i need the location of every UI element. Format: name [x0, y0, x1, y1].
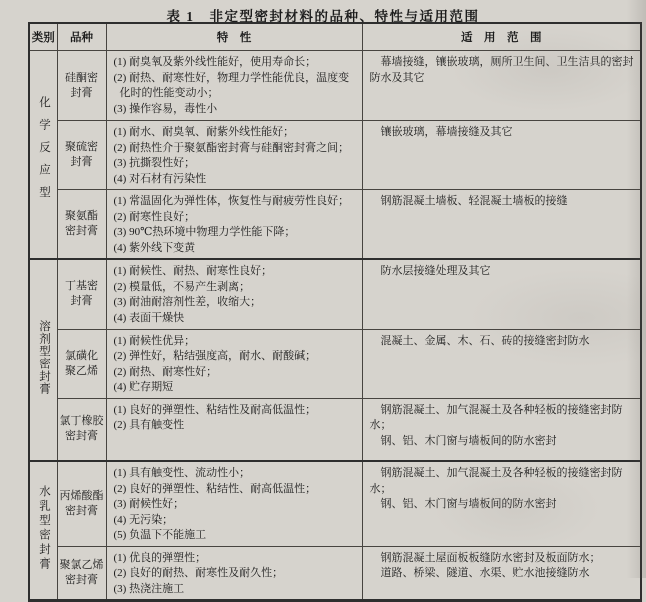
feature-item: (4) 表面干燥快: [113, 311, 185, 324]
feature-item: (2) 耐寒性良好；: [113, 210, 196, 223]
feature-item: (4) 对石材有污染性: [113, 172, 207, 185]
category-cell-solvent-type: [29, 259, 57, 461]
table-row: [29, 259, 641, 329]
feature-item: (4) 无污染；: [113, 513, 174, 526]
features-cell: [106, 398, 362, 461]
category-label: 溶剂型密封膏: [38, 320, 50, 395]
header-row: [29, 23, 641, 51]
scope-line: 钢、铝、木门窗与墙板间的防水密封: [380, 498, 557, 510]
variety-line: 聚氯乙烯: [59, 558, 104, 571]
scope-cell: [362, 329, 641, 398]
variety-cell: [57, 398, 106, 461]
variety-line: 封膏: [70, 156, 93, 168]
header-variety: 品种: [57, 23, 106, 51]
variety-cell: [57, 190, 106, 260]
feature-item: (4) 贮存期短: [113, 381, 174, 393]
scope-cell: [362, 461, 641, 546]
header-category: 类别: [29, 23, 57, 51]
variety-line: 氯磺化: [65, 349, 98, 362]
scope-line: 钢筋混凝土、加气混凝土及各种轻板的接缝密封防水；: [369, 403, 623, 431]
scope-line: 混凝土、金属、木、石、砖的接缝密封防水: [380, 334, 590, 347]
variety-cell: [57, 259, 106, 329]
table-row: [29, 190, 641, 260]
feature-item: (3) 90℃热环境中物理力学性能下降；: [113, 226, 296, 238]
variety-line: 丁基密: [65, 280, 98, 293]
feature-item: (2) 耐热、耐寒性好，物理力学性能优良，温度变化时的性能变动小；: [113, 71, 350, 99]
feature-item: (2) 具有触变性: [113, 419, 185, 431]
variety-line: 封膏: [70, 295, 93, 308]
table-row: [29, 461, 641, 546]
variety-line: 聚硫密: [65, 141, 98, 153]
feature-item: (2) 耐热、耐寒性好；: [113, 365, 218, 378]
scope-line: 钢筋混凝土、加气混凝土及各种轻板的接缝密封防水；: [369, 467, 623, 495]
feature-item: (3) 耐油耐溶剂性差，收缩大；: [113, 296, 262, 308]
table-title: 表 1 非定型密封材料的品种、特性与适用范围: [166, 9, 480, 24]
table-row: [29, 121, 641, 190]
variety-cell: [57, 51, 106, 121]
scope-line: 钢筋混凝土墙板、轻混凝土墙板的接缝: [380, 195, 568, 207]
features-cell: [106, 190, 362, 260]
feature-item: (2) 良好的弹塑性、粘结性、耐高低温性；: [113, 482, 317, 495]
feature-item: (3) 抗撕裂性好；: [113, 157, 196, 169]
scope-cell: [362, 546, 641, 601]
variety-line: 密封膏: [65, 504, 98, 517]
variety-line: 密封膏: [65, 573, 98, 586]
feature-item: (2) 弹性好，粘结强度高，耐水、耐酸碱；: [113, 350, 317, 362]
table-row: [29, 398, 641, 461]
header-scope: 适 用 范 围: [362, 23, 641, 51]
table-row: [29, 546, 641, 601]
scope-cell: [362, 398, 641, 461]
feature-item: (3) 热浇注施工: [113, 582, 185, 595]
sealant-materials-table: [28, 22, 642, 602]
variety-cell: [57, 546, 106, 601]
scope-line: 镶嵌玻璃，幕墙接缝及其它: [380, 126, 513, 138]
feature-item: (1) 具有触变性、流动性小；: [113, 467, 251, 479]
features-cell: [106, 461, 362, 546]
scope-line: 幕墙接缝，镶嵌玻璃，厕所卫生间、卫生洁具的密封防水及其它: [369, 56, 634, 84]
table-row: [29, 51, 641, 121]
feature-item: (1) 常温固化为弹性体，恢复性与耐疲劳性良好；: [113, 195, 350, 207]
variety-line: 丙烯酸酯: [59, 489, 104, 502]
category-label: 水乳型密封膏: [38, 484, 50, 572]
features-cell: [106, 546, 362, 601]
feature-item: (1) 耐候性、耐热、耐寒性良好；: [113, 265, 273, 277]
variety-cell: [57, 329, 106, 398]
feature-item: (3) 耐候性好；: [113, 498, 185, 510]
feature-item: (1) 耐候性优异；: [113, 334, 196, 347]
category-cell-chemical-reaction: [29, 51, 57, 260]
feature-item: (4) 紫外线下变黄: [113, 241, 196, 254]
feature-item: (1) 耐臭氧及紫外线性能好，使用寿命长；: [113, 56, 317, 68]
scope-cell: [362, 51, 641, 121]
feature-item: (2) 良好的耐热、耐寒性及耐久性；: [113, 567, 284, 579]
variety-line: 聚乙烯: [65, 364, 98, 377]
table-row: [29, 329, 641, 398]
scope-line: 道路、桥梁、隧道、水渠、贮水池接缝防水: [380, 567, 590, 579]
feature-item: (2) 耐热性介于聚氨酯密封膏与硅酮密封膏之间；: [113, 141, 350, 154]
variety-line: 硅酮密: [65, 71, 98, 84]
scope-cell: [362, 190, 641, 260]
variety-line: 聚氨酯: [65, 210, 98, 222]
scope-line: 钢、铝、木门窗与墙板间的防水密封: [380, 434, 557, 447]
scope-cell: [362, 121, 641, 190]
variety-line: 密封膏: [65, 225, 98, 237]
feature-item: (1) 良好的弹塑性、粘结性及耐高低温性；: [113, 403, 317, 416]
variety-cell: [57, 121, 106, 190]
features-cell: [106, 329, 362, 398]
features-cell: [106, 51, 362, 121]
feature-item: (1) 优良的弹塑性；: [113, 551, 207, 564]
feature-item: (5) 负温下不能施工: [113, 529, 207, 541]
feature-item: (2) 模量低，不易产生剥离；: [113, 280, 251, 293]
scope-line: 钢筋混凝土屋面板板缝防水密封及板面防水；: [380, 551, 601, 564]
feature-item: (3) 操作容易，毒性小: [113, 102, 218, 115]
scope-cell: [362, 259, 641, 329]
scope-line: 防水层接缝处理及其它: [380, 265, 491, 277]
feature-item: (1) 耐水、耐臭氧、耐紫外线性能好；: [113, 126, 295, 138]
variety-line: 密封膏: [65, 430, 98, 443]
variety-line: 封膏: [70, 86, 93, 99]
variety-line: 氯丁橡胶: [59, 415, 104, 428]
variety-cell: [57, 461, 106, 546]
header-features: 特 性: [106, 23, 362, 51]
features-cell: [106, 121, 362, 190]
category-label: 化学反应型: [38, 95, 50, 209]
features-cell: [106, 259, 362, 329]
category-cell-water-emulsion-type: [29, 461, 57, 601]
